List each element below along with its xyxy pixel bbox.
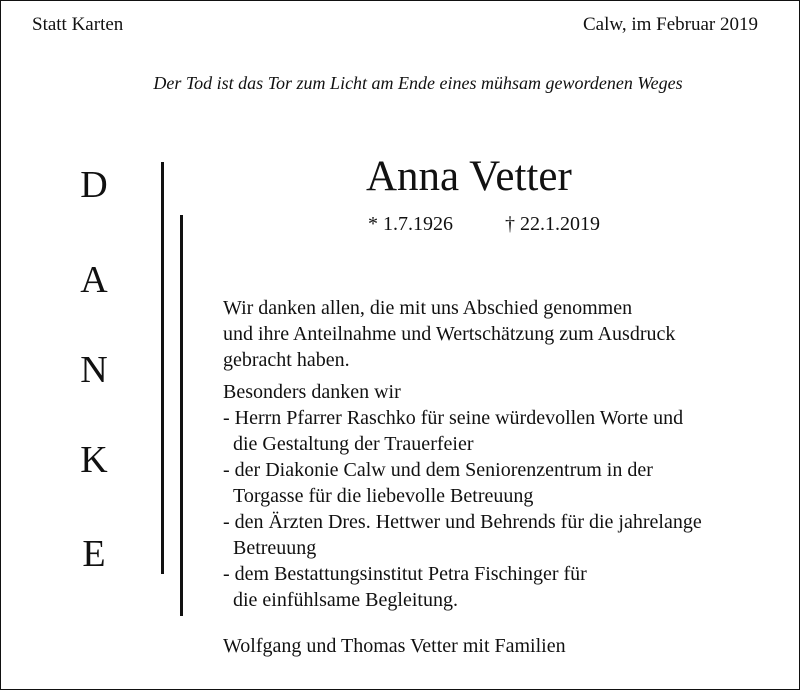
danke-letter: A	[80, 259, 108, 301]
thanks-line: - Herrn Pfarrer Raschko für seine würdevollen Worte und	[223, 407, 684, 429]
thanks-line: - der Diakonie Calw und dem Seniorenzentrum in der	[223, 459, 653, 481]
birth-date: * 1.7.1926	[368, 213, 453, 235]
message-line: und ihre Anteilnahme und Wertschätzung zum Ausdruck	[223, 323, 676, 345]
danke-letter: K	[80, 439, 108, 481]
header-date-text: Calw, im Februar 2019	[582, 14, 758, 35]
deceased-name: Anna Vetter	[366, 153, 572, 200]
thanks-list	[223, 379, 702, 613]
danke-letter: E	[82, 533, 106, 575]
message-line: Wir danken allen, die mit uns Abschied genommen	[223, 297, 633, 319]
thanks-heading: Besonders danken wir	[223, 381, 401, 403]
thanks-line: - dem Bestattungsinstitut Petra Fischinger für	[223, 563, 587, 585]
thanks-line: die Gestaltung der Trauerfeier	[233, 433, 474, 455]
header-left-text: Statt Karten	[32, 14, 124, 35]
danke-letter: D	[80, 164, 108, 206]
thanks-line: die einfühlsame Begleitung.	[233, 589, 458, 611]
thanks-line: Betreuung	[233, 537, 317, 559]
signature: Wolfgang und Thomas Vetter mit Familien	[223, 635, 566, 657]
death-date: † 22.1.2019	[505, 213, 600, 235]
motto-quote: Der Tod ist das Tor zum Licht am Ende eines mühsam gewordenen Weges	[153, 73, 683, 93]
divider-line-left	[161, 162, 164, 574]
thanks-line: Torgasse für die liebevolle Betreuung	[233, 485, 534, 507]
intro-paragraph	[223, 295, 702, 373]
danke-letter: N	[80, 349, 108, 391]
thanks-line: - den Ärzten Dres. Hettwer und Behrends für die jahrelange	[223, 511, 702, 533]
thank-you-message	[223, 295, 702, 619]
divider-line-right	[180, 215, 183, 616]
message-line: gebracht haben.	[223, 349, 350, 371]
